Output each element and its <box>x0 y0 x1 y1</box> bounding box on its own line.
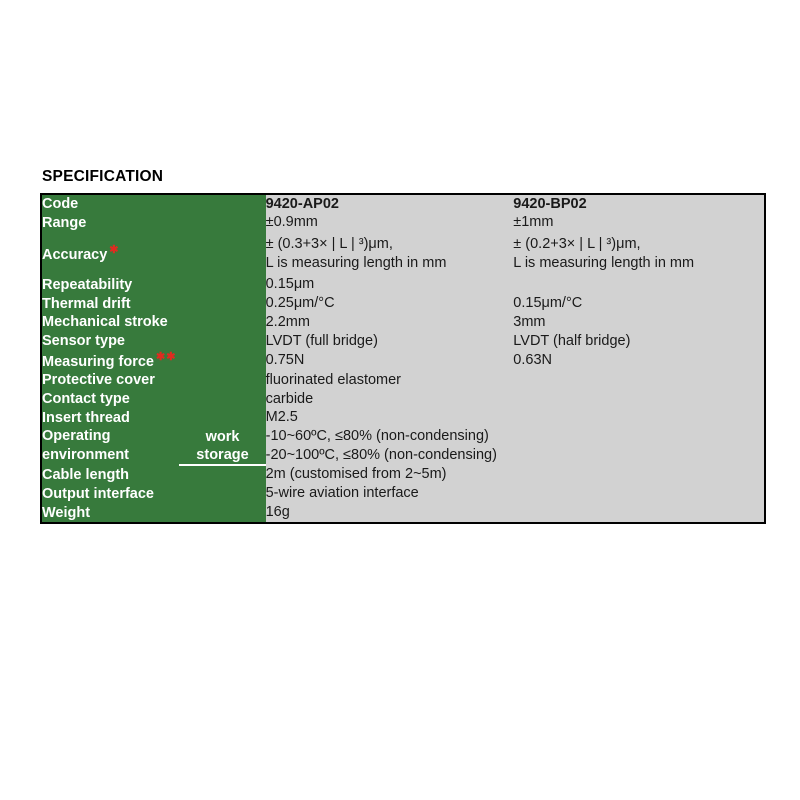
row-value-insert-thread: M2.5 <box>266 408 765 427</box>
table-row <box>41 275 765 294</box>
row-label-weight: Weight <box>41 503 266 523</box>
table-row <box>41 232 765 275</box>
table-row <box>41 313 765 332</box>
row-value-mechanical-stroke-a: 2.2mm <box>266 313 514 332</box>
row-value-accuracy-a <box>266 232 514 275</box>
row-label-thermal-drift: Thermal drift <box>41 294 266 313</box>
row-value-cable-length: 2m (customised from 2~5m) <box>266 465 765 484</box>
accuracy-a-line1: ± (0.3+3× | L | ³)μm, <box>265 236 393 253</box>
row-label-mechanical-stroke: Mechanical stroke <box>41 313 266 332</box>
row-value-repeatability: 0.15μm <box>266 275 765 294</box>
row-value-sensor-type-b: LVDT (half bridge) <box>513 332 765 351</box>
table-row <box>41 332 765 351</box>
row-value-contact-type: carbide <box>266 390 765 409</box>
row-label-measuring-force-text: Measuring force <box>42 353 154 370</box>
row-value-range-b: ±1mm <box>513 213 765 232</box>
row-value-mechanical-stroke-b: 3mm <box>513 313 765 332</box>
page-title: SPECIFICATION <box>42 168 164 185</box>
row-label-measuring-force <box>41 351 266 371</box>
row-label-contact-type: Contact type <box>41 390 266 409</box>
sub-label-storage: storage <box>179 446 265 465</box>
accuracy-a-line2: L is measuring length in mm <box>265 254 447 271</box>
table-row <box>41 194 765 214</box>
table-row <box>41 427 765 446</box>
row-label-cable-length: Cable length <box>41 465 266 484</box>
sub-label-work: work <box>179 427 265 446</box>
footnote-marker-double: ✱✱ <box>156 350 177 363</box>
table-row <box>41 351 765 371</box>
operating-environment-line2: environment <box>42 447 130 464</box>
row-label-output-interface: Output interface <box>41 484 266 503</box>
row-label-accuracy <box>41 232 266 275</box>
specification-table <box>40 193 766 524</box>
row-label-insert-thread: Insert thread <box>41 408 266 427</box>
row-value-code-b: 9420-BP02 <box>513 194 765 214</box>
row-value-range-a: ±0.9mm <box>266 213 514 232</box>
row-value-output-interface: 5-wire aviation interface <box>266 484 765 503</box>
table-row <box>41 484 765 503</box>
row-label-code: Code <box>41 194 266 214</box>
table-row <box>41 213 765 232</box>
accuracy-b-line2: L is measuring length in mm <box>513 254 695 271</box>
row-label-operating-environment <box>41 427 179 465</box>
table-row <box>41 503 765 523</box>
row-label-repeatability: Repeatability <box>41 275 266 294</box>
accuracy-b-line1: ± (0.2+3× | L | ³)μm, <box>513 236 641 253</box>
row-value-sensor-type-a: LVDT (full bridge) <box>266 332 514 351</box>
row-value-measuring-force-a: 0.75N <box>266 351 514 371</box>
row-value-weight: 16g <box>266 503 765 523</box>
row-value-code-a: 9420-AP02 <box>266 194 514 214</box>
operating-environment-line1: Operating <box>42 428 111 445</box>
row-label-accuracy-text: Accuracy <box>42 246 108 263</box>
row-value-thermal-drift-a: 0.25μm/°C <box>266 294 514 313</box>
table-row <box>41 371 765 390</box>
table-row <box>41 408 765 427</box>
row-value-accuracy-b <box>513 232 765 275</box>
row-value-operating-storage: -20~100ºC, ≤80% (non-condensing) <box>266 446 765 465</box>
row-value-operating-work: -10~60ºC, ≤80% (non-condensing) <box>266 427 765 446</box>
row-value-protective-cover: fluorinated elastomer <box>266 371 765 390</box>
row-label-protective-cover: Protective cover <box>41 371 266 390</box>
specification-block <box>40 168 766 524</box>
table-row <box>41 294 765 313</box>
row-value-measuring-force-b: 0.63N <box>513 351 765 371</box>
row-label-range: Range <box>41 213 266 232</box>
table-row <box>41 465 765 484</box>
table-row <box>41 390 765 409</box>
footnote-marker-single: ✱ <box>109 243 120 256</box>
row-label-sensor-type: Sensor type <box>41 332 266 351</box>
row-value-thermal-drift-b: 0.15μm/°C <box>513 294 765 313</box>
